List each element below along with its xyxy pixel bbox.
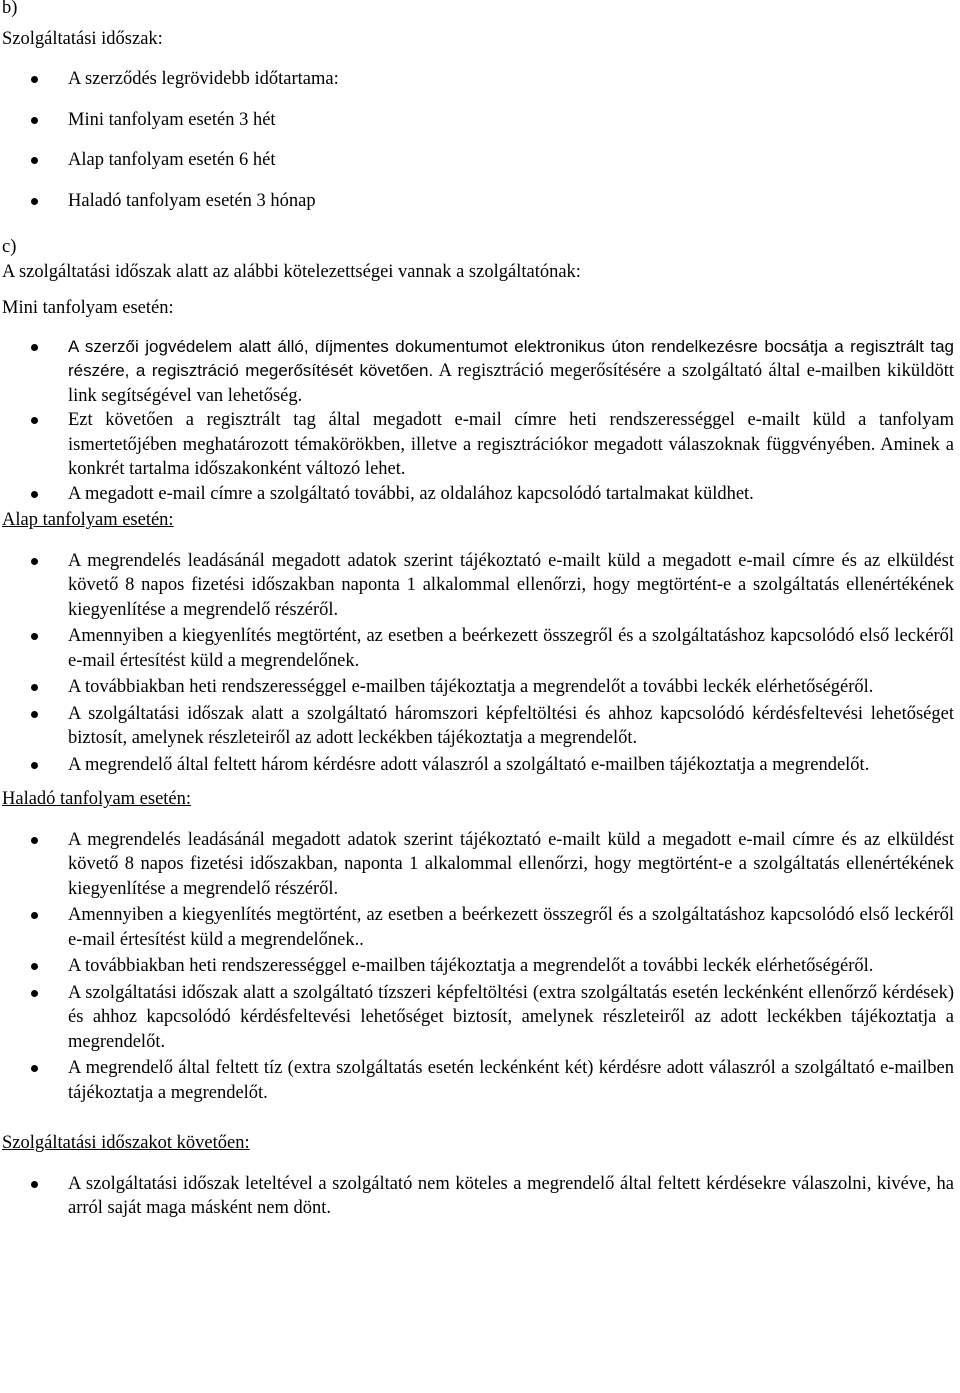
list-item: Alap tanfolyam esetén 6 hét — [2, 148, 954, 173]
list-item: A szerződés legrövidebb időtartama: — [2, 67, 954, 92]
after-heading: Szolgáltatási időszakot követően: — [2, 1133, 250, 1153]
section-c-label: c) — [2, 237, 17, 257]
list-item: A szolgáltatási időszak alatt a szolgáltató háromszori képfeltöltési és ahhoz kapcsolódó kérdésfeltevési lehetőséget biztosít, amelynek részleteiről az adott leckékben tájékoztatja a megrendelőt. — [2, 702, 954, 751]
section-b-list — [2, 67, 954, 213]
after-list — [2, 1172, 954, 1221]
halado-list — [2, 828, 954, 1106]
section-b-heading: Szolgáltatási időszak: — [2, 28, 163, 49]
list-item: A megrendelő által feltett három kérdésre adott válaszról a szolgáltató e-mailben tájékoztatja a megrendelőt. — [2, 753, 954, 778]
alap-heading: Alap tanfolyam esetén: — [2, 510, 174, 530]
list-item: A továbbiakban heti rendszerességgel e-mailben tájékoztatja a megrendelőt a további leckék elérhetőségéről. — [2, 954, 954, 979]
bullet-icon — [31, 912, 38, 919]
section-c-intro: A szolgáltatási időszak alatt az alábbi kötelezettségei vannak a szolgáltatónak: — [2, 261, 581, 282]
bullet-icon — [31, 711, 38, 718]
bullet-icon — [31, 344, 38, 351]
bullet-icon — [31, 963, 38, 970]
mini-heading: Mini tanfolyam esetén: — [2, 298, 174, 318]
section-b-label: b) — [2, 0, 18, 18]
list-item: A szolgáltatási időszak leteltével a szolgáltató nem köteles a megrendelő által feltett kérdésekre válaszolni, kivéve, ha arról saját maga másként nem dönt. — [2, 1172, 954, 1221]
bullet-icon — [31, 1181, 38, 1188]
list-item: Mini tanfolyam esetén 3 hét — [2, 108, 954, 133]
list-item: Ezt követően a regisztrált tag által megadott e-mail címre heti rendszerességgel e-mailt küld a tanfolyam ismertetőjében meghatározott témakörökben, illetve a regisztrációkor megadott válaszoknak függvényében. Aminek a konkrét tartalma időszakonként változó lehet. — [2, 408, 954, 482]
bullet-icon — [31, 762, 38, 769]
bullet-icon — [31, 1065, 38, 1072]
list-item: A szerzői jogvédelem alatt álló, díjmentes dokumentumot elektronikus úton rendelkezésre bocsátja a regisztrált tag részére, a regisztráció megerősítését követően. A regisztráció megerősítésére a szolgáltató által e-mailben kiküldött link segítségével van lehetőség. — [2, 335, 954, 409]
list-item: A megrendelés leadásánál megadott adatok szerint tájékoztató e-mailt küld a megadott e-mail címre és az elküldést követő 8 napos fizetési időszakban, naponta 1 alkalommal ellenőrzi, hogy megtörtént-e a szolgáltatás ellenértékének kiegyenlítése a megrendelő részéről. — [2, 828, 954, 902]
bullet-icon — [31, 990, 38, 997]
list-item: A szolgáltatási időszak alatt a szolgáltató tízszeri képfeltöltési (extra szolgáltatás esetén leckénként ellenőrző kérdések) és ahhoz kapcsolódó kérdésfeltevési lehetőséget biztosít, amelynek részleteiről az adott leckékben tájékoztatja a megrendelőt. — [2, 981, 954, 1055]
bullet-icon — [31, 157, 38, 164]
list-item: A megrendelés leadásánál megadott adatok szerint tájékoztató e-mailt küld a megadott e-mail címre és az elküldést követő 8 napos fizetési időszakban naponta 1 alkalommal ellenőrzi, hogy megtörtént-e a szolgáltatás ellenértékének kiegyenlítése a megrendelő részéről. — [2, 549, 954, 623]
bullet-icon — [31, 417, 38, 424]
bullet-icon — [31, 76, 38, 83]
bullet-icon — [31, 198, 38, 205]
list-item: A megadott e-mail címre a szolgáltató további, az oldalához kapcsolódó tartalmakat küldhet. — [2, 482, 954, 507]
bullet-icon — [31, 117, 38, 124]
list-item: Amennyiben a kiegyenlítés megtörtént, az esetben a beérkezett összegről és a szolgáltatáshoz kapcsolódó első leckéről e-mail értesítést küld a megrendelőnek. — [2, 624, 954, 673]
mini-list — [2, 335, 954, 507]
list-item: Amennyiben a kiegyenlítés megtörtént, az esetben a beérkezett összegről és a szolgáltatáshoz kapcsolódó első leckéről e-mail értesítést küld a megrendelőnek.. — [2, 903, 954, 952]
bullet-icon — [31, 491, 38, 498]
halado-heading: Haladó tanfolyam esetén: — [2, 789, 192, 809]
bullet-icon — [31, 837, 38, 844]
bullet-icon — [31, 558, 38, 565]
list-item: A megrendelő által feltett tíz (extra szolgáltatás esetén leckénként két) kérdésre adott válaszról a szolgáltató e-mailben tájékoztatja a megrendelőt. — [2, 1056, 954, 1105]
alap-list — [2, 549, 954, 778]
list-item: A továbbiakban heti rendszerességgel e-mailben tájékoztatja a megrendelőt a további leckék elérhetőségéről. — [2, 675, 954, 700]
bullet-icon — [31, 684, 38, 691]
list-item: Haladó tanfolyam esetén 3 hónap — [2, 189, 954, 214]
bullet-icon — [31, 633, 38, 640]
